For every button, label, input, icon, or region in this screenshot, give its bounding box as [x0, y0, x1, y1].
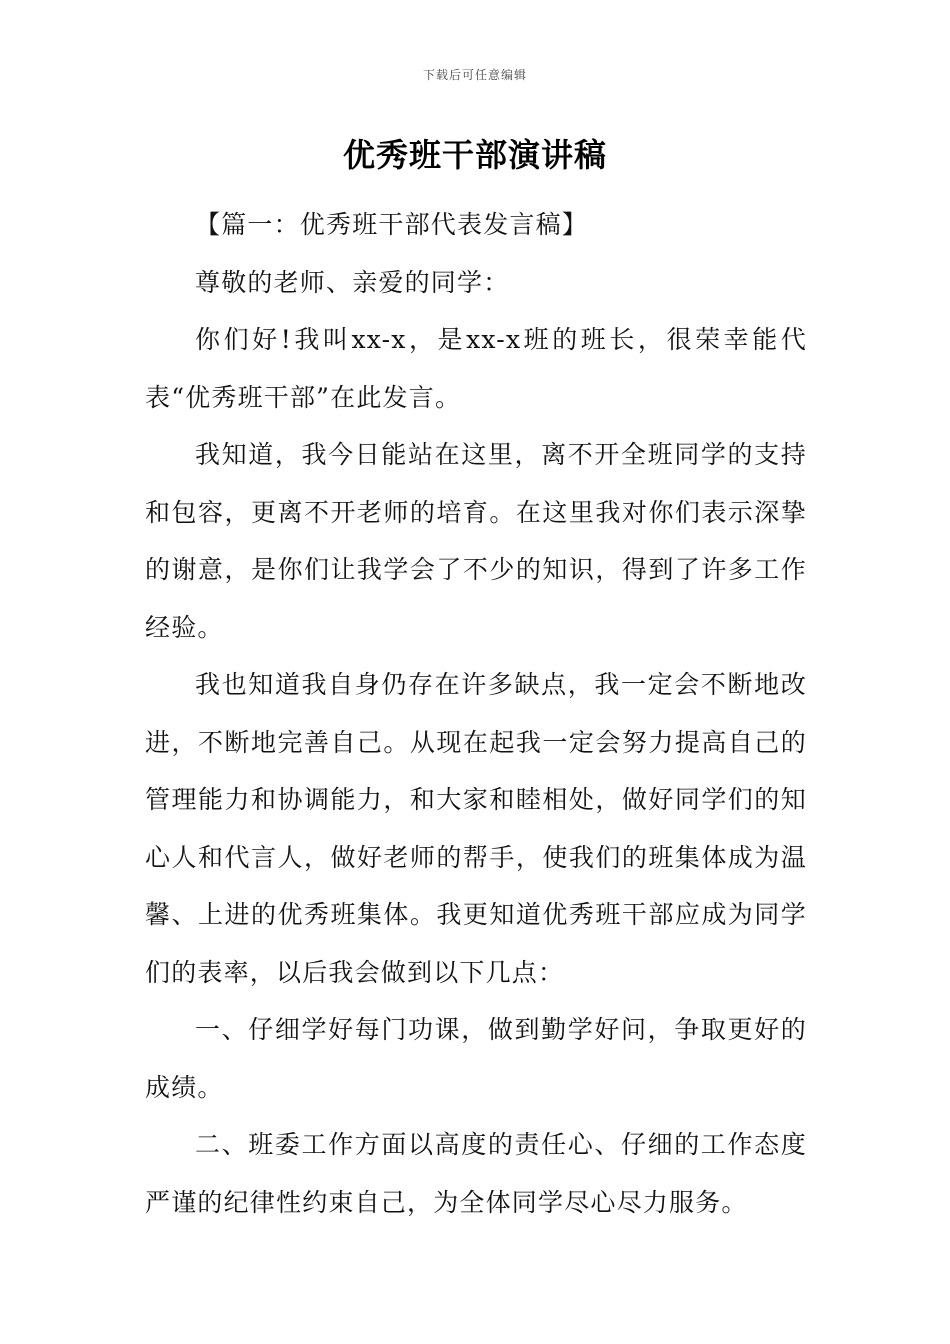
- paragraph-point-two: 二、班委工作方面以高度的责任心、仔细的工作态度严谨的纪律性约束自己，为全体同学尽心尽力服务。: [145, 1130, 807, 1217]
- paragraph-introduction: 你们好!我叫xx-x，是xx-x班的班长，很荣幸能代表“优秀班干部”在此发言。: [145, 325, 807, 412]
- document-title: 优秀班干部演讲稿: [342, 136, 607, 174]
- paragraph-greeting: 尊敬的老师、亲爱的同学：: [195, 267, 510, 297]
- paragraph-point-one: 一、仔细学好每门功课，做到勤学好问，争取更好的成绩。: [145, 1015, 807, 1102]
- paragraph-gratitude: 我知道，我今日能站在这里，离不开全班同学的支持和包容，更离不开老师的培育。在这里我对你们表示深挚的谢意，是你们让我学会了不少的知识，得到了许多工作经验。: [145, 440, 807, 642]
- document-body: [145, 196, 807, 1231]
- paragraph-commitment: 我也知道我自身仍存在许多缺点，我一定会不断地改进，不断地完善自己。从现在起我一定会努力提高自己的管理能力和协调能力，和大家和睦相处，做好同学们的知心人和代言人，做好老师的帮手，使我们的班集体成为温馨、上进的优秀班集体。我更知道优秀班干部应成为同学们的表率，以后我会做到以下几点：: [145, 670, 807, 987]
- section-subtitle: 【篇一：优秀班干部代表发言稿】: [195, 210, 589, 239]
- header-note: 下载后可任意编辑: [422, 68, 527, 82]
